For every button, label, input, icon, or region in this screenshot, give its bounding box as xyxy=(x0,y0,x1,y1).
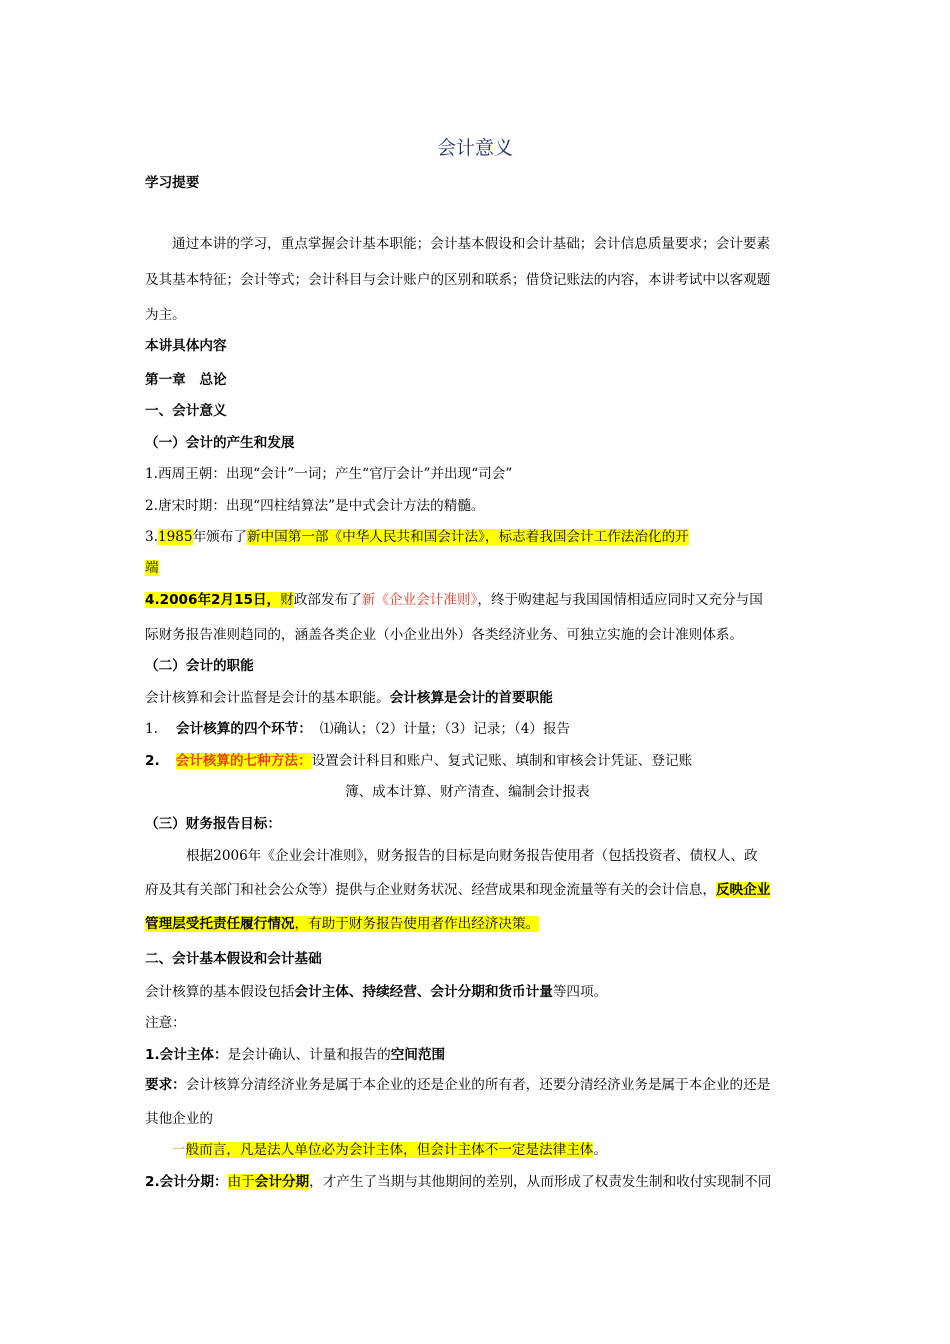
assume-line-1-c: 等四项。 xyxy=(552,984,608,1000)
func-item-2 xyxy=(145,751,692,771)
dev-item-3-cont xyxy=(145,558,159,578)
dev-item-3-highlight: 新中国第一部《中华人民共和国会计法》，标志着我国会计工作法治化的开 xyxy=(246,529,689,545)
report-line-1: 根据2006年《企业会计准则》，财务报告的目标是向财务报告使用者（包括投资者、债权人、政 xyxy=(186,848,758,864)
requirement-line xyxy=(145,1075,770,1095)
period-hl-bold: 会计分期 xyxy=(254,1174,310,1190)
entity-line xyxy=(145,1045,445,1065)
entity-bold: 空间范围 xyxy=(390,1047,446,1063)
dev-item-1: 1.西周王朝：出现“会计”一词；产生“官厅会计”并出现“司会” xyxy=(145,466,513,482)
entity-text: 是会计确认、计量和报告的 xyxy=(227,1047,391,1063)
dev-item-4 xyxy=(145,590,763,610)
entity-label: 1.会计主体： xyxy=(145,1047,228,1063)
intro-line-3: 为主。 xyxy=(145,307,186,323)
content-heading: 本讲具体内容 xyxy=(145,338,227,354)
report-line-3-bold: 管理层受托责任履行情况 xyxy=(145,916,295,932)
report-line-2-plain: 府及其有关部门和社会公众等）提供与企业财务状况、经营成果和现金流量等有关的会计信息， xyxy=(145,882,716,898)
dev-item-4-date: 4.2006年2月15日， xyxy=(145,592,281,608)
period-rest: ，才产生了当期与其他期间的差别，从而形成了权责发生制和收付实现制不同 xyxy=(309,1174,772,1190)
general-end: 。 xyxy=(593,1142,607,1158)
requirement-label: 要求： xyxy=(145,1077,186,1093)
requirement-text: 会计核算分清经济业务是属于本企业的还是企业的所有者，还要分清经济业务是属于本企业的还是 xyxy=(185,1077,771,1093)
study-outline-heading: 学习提要 xyxy=(145,175,200,191)
func-item-2-num: 2. xyxy=(145,753,160,769)
func-line-1-bold: 会计核算是会计的首要职能 xyxy=(389,690,553,706)
period-hl-1: 由于 xyxy=(227,1174,255,1190)
chapter-heading: 第一章 总论 xyxy=(145,372,227,388)
general-highlight: 般而言，凡是法人单位必为会计主体，但会计主体不一定是法律主体 xyxy=(185,1142,594,1158)
dev-item-3-mid: 年颁布了 xyxy=(192,529,247,545)
report-line-2-highlight: 反映企业 xyxy=(715,882,771,898)
func-line-1-plain: 会计核算和会计监督是会计的基本职能。 xyxy=(145,690,390,706)
requirement-line-2: 其他企业的 xyxy=(145,1111,213,1127)
dev-item-4-rest: ，终于购建起与我国国情相适应同时又充分与国 xyxy=(477,592,763,608)
func-item-2-rest: 设置会计科目和账户、复式记账、填制和审核会计凭证、登记账 xyxy=(311,753,693,769)
sub1-heading: （一）会计的产生和发展 xyxy=(145,435,295,451)
dev-item-4-cai: 财 xyxy=(280,592,294,608)
func-item-1-num: 1. xyxy=(145,721,158,737)
dev-item-3-prefix: 3. xyxy=(145,529,158,545)
dev-item-3-cont-text: 端 xyxy=(145,560,159,576)
assume-note: 注意： xyxy=(145,1015,186,1031)
report-line-2 xyxy=(145,880,770,900)
general-line xyxy=(172,1140,607,1160)
intro-line-1: 通过本讲的学习，重点掌握会计基本职能；会计基本假设和会计基础；会计信息质量要求；会计要素 xyxy=(172,236,771,252)
assume-line-1 xyxy=(145,982,607,1002)
dev-item-3-year: 1985 xyxy=(157,529,193,545)
func-item-2-label: 会计核算的七种方法： xyxy=(175,753,312,769)
period-label: 2.会计分期： xyxy=(145,1174,228,1190)
intro-line-2: 及其基本特征；会计等式；会计科目与会计账户的区别和联系；借贷记账法的内容，本讲考试中以客观题 xyxy=(145,272,771,288)
sub3-heading: （三）财务报告目标： xyxy=(145,816,281,832)
section1-heading: 一、会计意义 xyxy=(145,403,227,419)
sub2-heading: （二）会计的职能 xyxy=(145,658,254,674)
section2-heading: 二、会计基本假设和会计基础 xyxy=(145,951,322,967)
func-line-1 xyxy=(145,688,553,708)
assume-line-1-a: 会计核算的基本假设包括 xyxy=(145,984,295,1000)
dev-item-4-line-2: 际财务报告准则趋同的，涵盖各类企业（小企业出外）各类经济业务、可独立实施的会计准则体系。 xyxy=(145,627,744,643)
dev-item-4-mid: 政部发布了 xyxy=(293,592,362,608)
dev-item-4-red: 新《企业会计准则》 xyxy=(361,592,478,608)
general-first: 一 xyxy=(172,1142,186,1158)
assume-line-1-b: 会计主体、持续经营、会计分期和货币计量 xyxy=(294,984,553,1000)
dev-item-3 xyxy=(145,527,689,547)
func-item-2-line-2: 簿、成本计算、财产清查、编制会计报表 xyxy=(345,784,590,800)
report-line-3 xyxy=(145,914,539,934)
report-line-3-highlight: ，有助于财务报告使用者作出经济决策。 xyxy=(294,916,540,932)
func-item-1 xyxy=(145,719,570,739)
period-line xyxy=(145,1172,771,1192)
page-title: 会计意义 xyxy=(436,137,513,159)
func-item-1-rest: ⑴确认；（2）计量；（3）记录；（4）报告 xyxy=(319,721,571,737)
func-item-1-bold: 会计核算的四个环节： xyxy=(175,721,312,737)
dev-item-2: 2.唐宋时期：出现“四柱结算法”是中式会计方法的精髓。 xyxy=(145,498,485,514)
